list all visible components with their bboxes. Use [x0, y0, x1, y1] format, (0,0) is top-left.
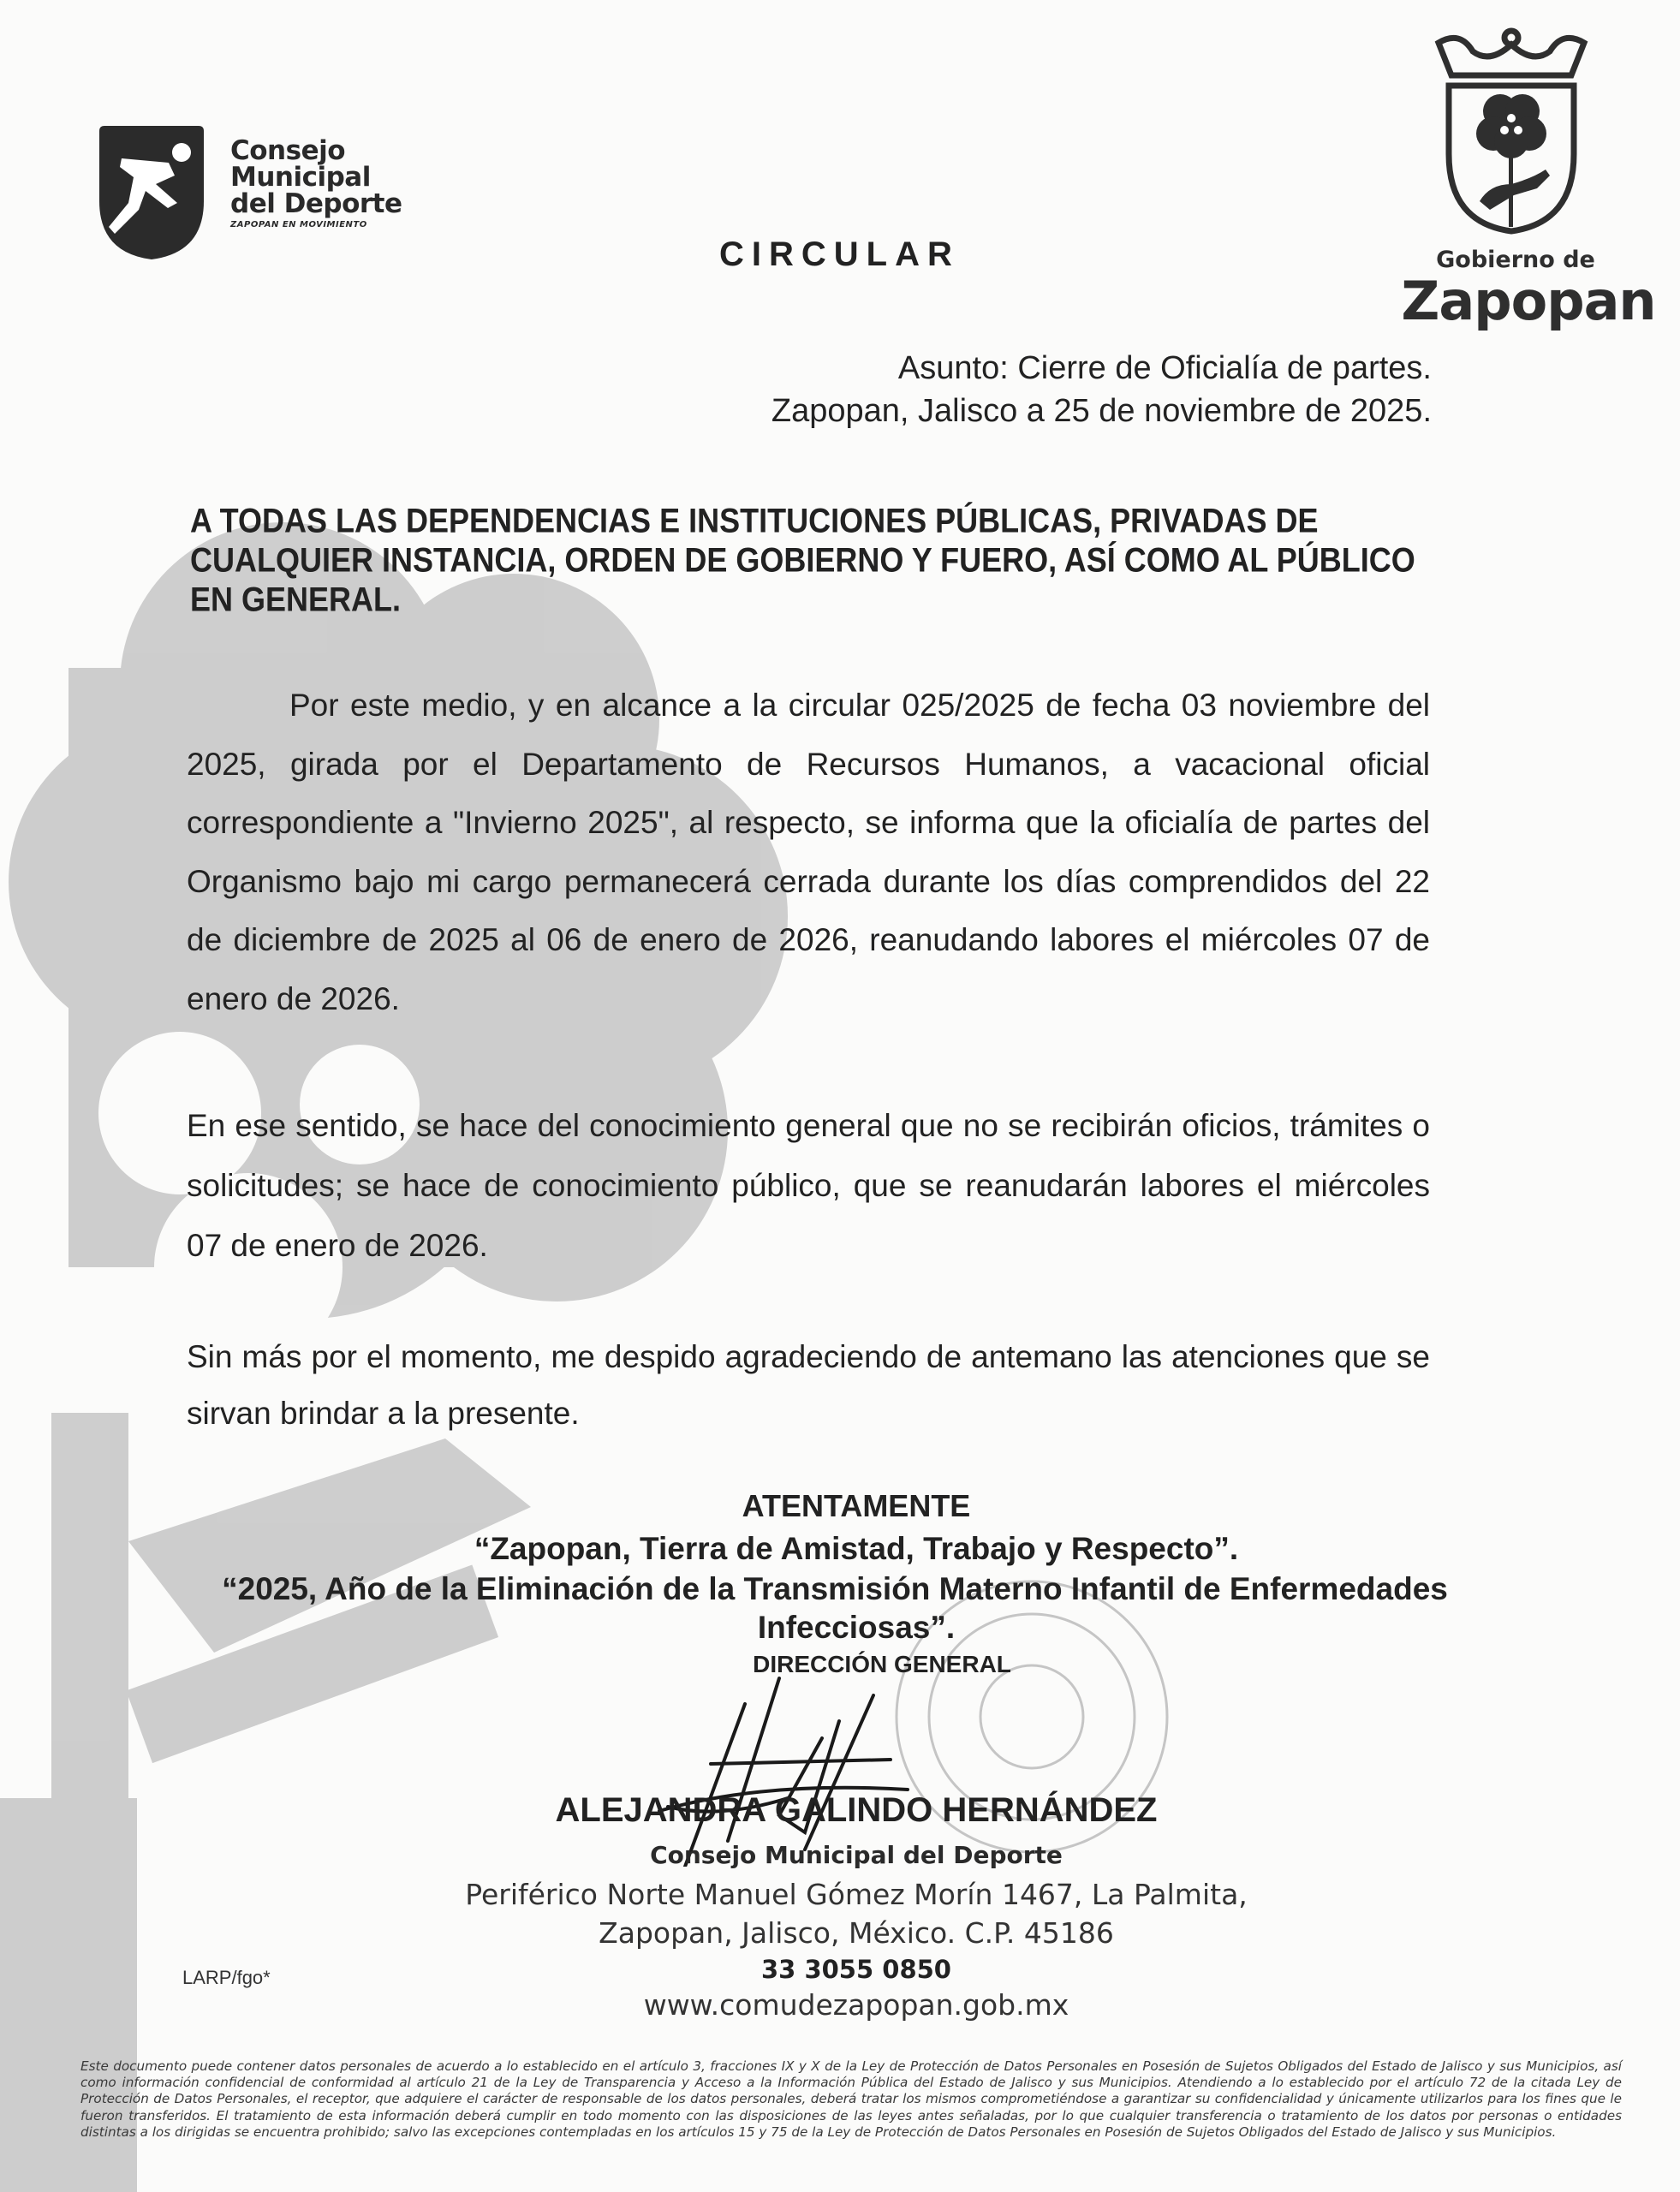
department-label: DIRECCIÓN GENERAL: [753, 1651, 1011, 1677]
organization-name: Consejo Municipal del Deporte: [650, 1841, 1063, 1869]
gobierno-zapopan-logo: [1387, 26, 1670, 342]
motto-line-1: “Zapopan, Tierra de Amistad, Trabajo y Respecto”.: [474, 1531, 1239, 1566]
phone-number: 33 3055 0850: [761, 1955, 951, 1984]
salutation: ATENTAMENTE: [742, 1488, 971, 1523]
comude-logo: [96, 124, 438, 261]
logo-line-3: del Deporte: [230, 188, 402, 219]
address-line-2: Zapopan, Jalisco, México. C.P. 45186: [599, 1916, 1114, 1950]
signer-name: ALEJANDRA GALINDO HERNÁNDEZ: [555, 1791, 1158, 1829]
zapopan-label: Zapopan: [1401, 270, 1656, 332]
logo-line-2: Municipal: [230, 162, 371, 193]
crown-shield-tree-deer-icon: [1421, 26, 1601, 235]
logo-tagline: ZAPOPAN EN MOVIMIENTO: [230, 220, 367, 229]
address-line-1: Periférico Norte Manuel Gómez Morín 1467, La Palmita,: [465, 1878, 1248, 1911]
motto-line-2: “2025, Año de la Eliminación de la Transmisión Materno Infantil de Enfermedades: [222, 1571, 1448, 1606]
handwritten-signature-icon: [548, 1670, 1028, 1867]
subject-line: Asunto: Cierre de Oficialía de partes.: [897, 350, 1432, 386]
body-paragraph-3: Sin más por el momento, me despido agradeciendo de antemano las atenciones que se sirvan brindar a la presente.: [187, 1339, 1430, 1431]
subject-block: [771, 347, 1432, 432]
reference-initials: LARP/fgo*: [182, 1967, 271, 1988]
place-date: Zapopan, Jalisco a 25 de noviembre de 2025.: [771, 393, 1432, 429]
privacy-disclaimer: Este documento puede contener datos personales de acuerdo a lo establecido en el artículo 3, fracciones IX y X de la Ley de Protección de Datos Personales en Posesión de Sujetos Obligados del Estado de Jalisco y sus Municipios, así como información confidencial de conformidad al artículo 21 de la Ley de Transparencia y Acceso a la Información Pública del Estado de Jalisco y sus Municipios. Atendiendo a lo establecido por el artículo 72 de la citada Ley de Protección de Datos Personales, el receptor, que adquiere el carácter de responsable de los datos personales, deberá tratar los mismos comprometiéndose a garantizar su confidencialidad y únicamente utilizarlos para los fines que le fueron transferidos. El tratamiento de esta información deberá cumplir en todo momento con las disposiciones de las leyes antes señaladas, por lo que cualquier transferencia o tratamiento de los datos por personas o entidades distintas a los dirigidas se encuentra prohibido; salvo las excepciones contempladas en los artículos 15 y 75 de la Ley de Protección de Datos Personales en Posesión de Sujetos Obligados del Estado de Jalisco y sus Municipios.: [80, 2058, 1622, 2140]
website-link[interactable]: www.comudezapopan.gob.mx: [643, 1988, 1069, 2022]
motto-line-3: Infecciosas”.: [757, 1610, 956, 1645]
gobierno-de-label: Gobierno de: [1436, 247, 1595, 273]
body-paragraph-1: Por este medio, y en alcance a la circular 025/2025 de fecha 03 noviembre del 2025, girada por el Departamento de Recursos Humanos, a vacacional oficial correspondiente a "Invierno 2025", al respecto, se informa que la oficialía de partes del Organismo bajo mi cargo permanecerá cerrada durante los días comprendidos del 22 de diciembre de 2025 al 06 de enero de 2026, reanudando labores el miércoles 07 de enero de 2026.: [187, 688, 1430, 1016]
runner-shield-icon: [96, 124, 207, 261]
comude-wordmark: [230, 135, 402, 229]
body-paragraph-2: En ese sentido, se hace del conocimiento general que no se recibirán oficios, trámites o solicitudes; se hace de conocimiento público, que se reanudarán labores el miércoles 07 de enero de 2026.: [187, 1108, 1430, 1263]
logo-line-1: Consejo: [230, 135, 346, 166]
document-title: CIRCULAR: [719, 235, 960, 273]
addressee: A TODAS LAS DEPENDENCIAS E INSTITUCIONES PÚBLICAS, PRIVADAS DE CUALQUIER INSTANCIA, ORDEN DE GOBIERNO Y FUERO, ASÍ COMO AL PÚBLICO EN GENERAL.: [190, 501, 1415, 619]
